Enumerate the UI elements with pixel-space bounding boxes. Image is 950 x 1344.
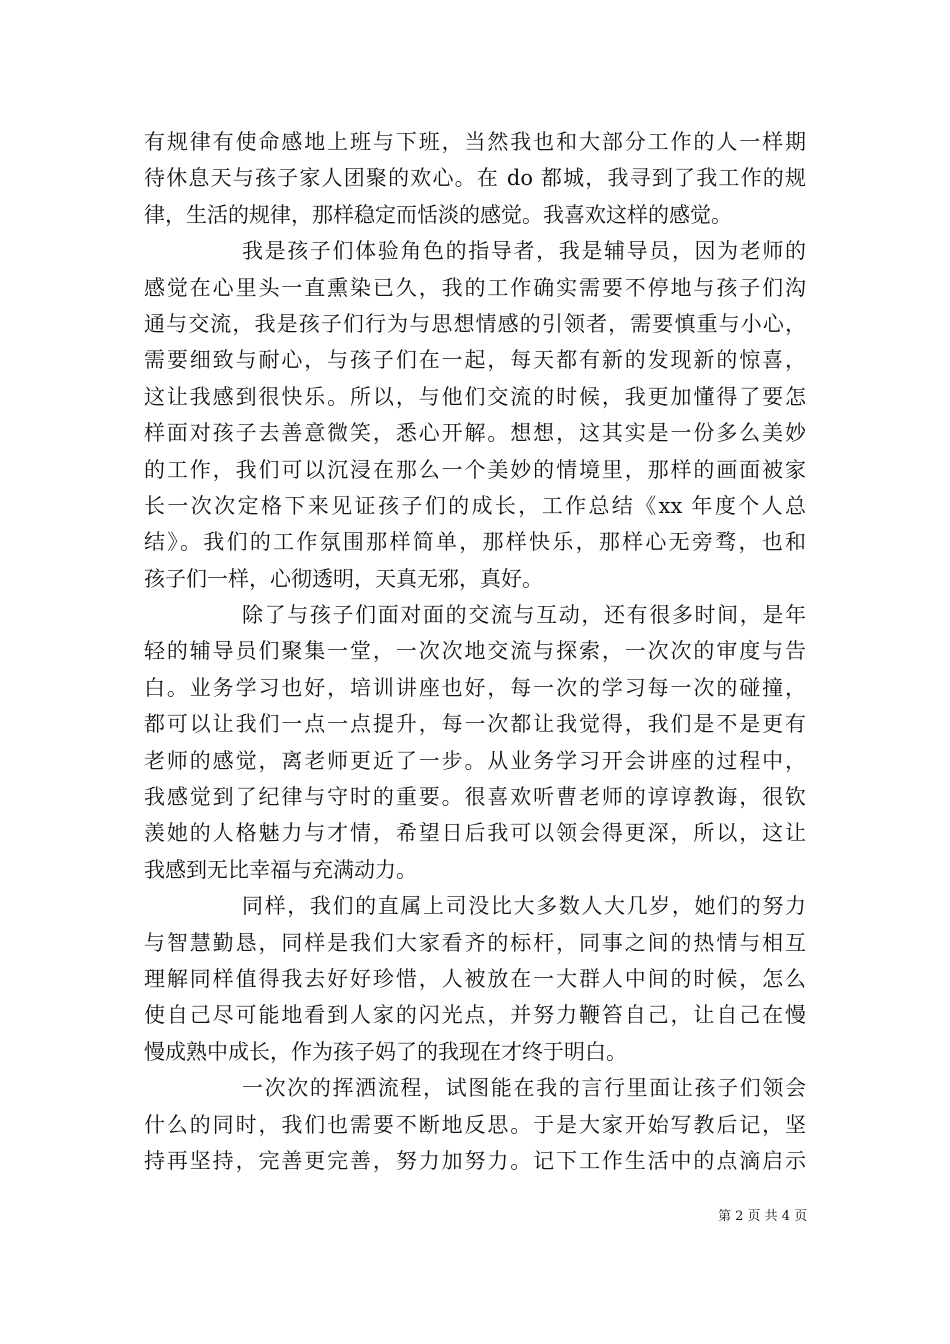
text-line: 羡她的人格魅力与才情，希望日后我可以领会得更深，所以，这让 xyxy=(144,821,806,846)
text-line: 我感到无比幸福与充满动力。 xyxy=(144,857,417,882)
text-line: 的工作，我们可以沉浸在那么一个美妙的情境里，那样的画面被家 xyxy=(144,457,806,482)
text-line: 什么的同时，我们也需要不断地反思。于是大家开始写教后记，坚 xyxy=(144,1112,806,1137)
text-line: 我是孩子们体验角色的指导者，我是辅导员，因为老师的 xyxy=(242,239,806,264)
body-text xyxy=(144,124,806,1179)
text-line: 理解同样值得我去好好珍惜，人被放在一大群人中间的时候，怎么 xyxy=(144,966,806,991)
text-line: 孩子们一样，心彻透明，天真无邪，真好。 xyxy=(144,566,543,591)
text-line: 这让我感到很快乐。所以，与他们交流的时候，我更加懂得了要怎 xyxy=(144,384,806,409)
text-line: 结》。我们的工作氛围那样简单，那样快乐，那样心无旁骛，也和 xyxy=(144,530,806,555)
text-line: 我感觉到了纪律与守时的重要。很喜欢听曹老师的谆谆教诲，很钦 xyxy=(144,785,806,810)
text-line: 慢成熟中成长，作为孩子妈了的我现在才终于明白。 xyxy=(144,1039,627,1064)
text-line: 需要细致与耐心，与孩子们在一起，每天都有新的发现新的惊喜， xyxy=(144,348,806,373)
text-line: 一次次的挥洒流程，试图能在我的言行里面让孩子们领会 xyxy=(242,1076,806,1101)
text-line: 通与交流，我是孩子们行为与思想情感的引领者，需要慎重与小心， xyxy=(144,311,806,336)
text-line: 与智慧勤恳，同样是我们大家看齐的标杆，同事之间的热情与相互 xyxy=(144,930,806,955)
text-line: 待休息天与孩子家人团聚的欢心。在 do 都城，我寻到了我工作的规 xyxy=(144,166,806,191)
page-number: 第 2 页 共 4 页 xyxy=(718,1209,808,1224)
text-line: 样面对孩子去善意微笑，悉心开解。想想，这其实是一份多么美妙 xyxy=(144,421,806,446)
text-line: 都可以让我们一点一点提升，每一次都让我觉得，我们是不是更有 xyxy=(144,712,806,737)
text-line: 同样，我们的直属上司没比大多数人大几岁，她们的努力 xyxy=(242,894,806,919)
text-line: 使自己尽可能地看到人家的闪光点，并努力鞭笞自己，让自己在慢 xyxy=(144,1003,806,1028)
text-line: 白。业务学习也好，培训讲座也好，每一次的学习每一次的碰撞， xyxy=(144,675,806,700)
text-line: 持再坚持，完善更完善，努力加努力。记下工作生活中的点滴启示 xyxy=(144,1148,806,1173)
text-line: 老师的感觉，离老师更近了一步。从业务学习开会讲座的过程中， xyxy=(144,748,806,773)
text-line: 除了与孩子们面对面的交流与互动，还有很多时间，是年 xyxy=(242,603,806,628)
text-line: 轻的辅导员们聚集一堂，一次次地交流与探索，一次次的审度与告 xyxy=(144,639,806,664)
text-line: 长一次次定格下来见证孩子们的成长，工作总结《xx 年度个人总 xyxy=(144,493,806,518)
text-line: 律，生活的规律，那样稳定而恬淡的感觉。我喜欢这样的感觉。 xyxy=(144,202,732,227)
text-line: 有规律有使命感地上班与下班，当然我也和大部分工作的人一样期 xyxy=(144,130,806,154)
text-line: 感觉在心里头一直熏染已久，我的工作确实需要不停地与孩子们沟 xyxy=(144,275,806,300)
